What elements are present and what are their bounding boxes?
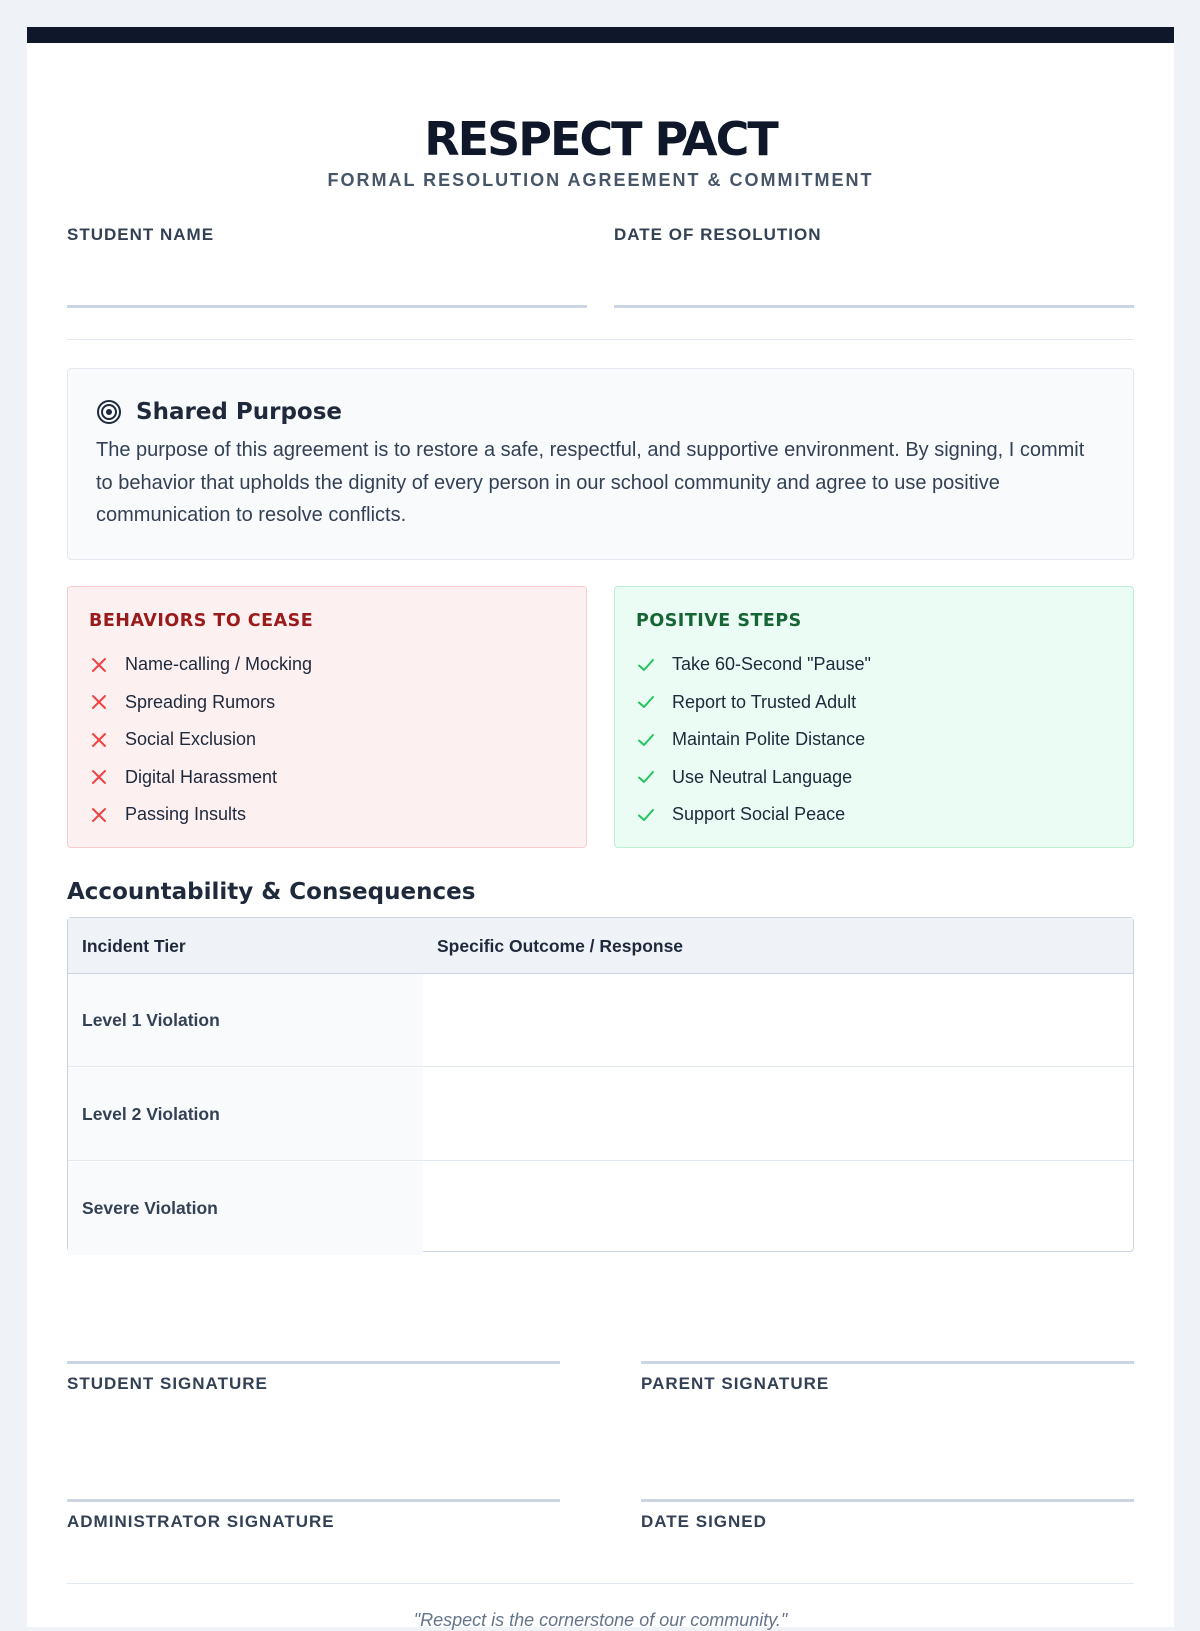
column-header-outcome: Specific Outcome / Response: [437, 936, 684, 956]
check-icon: [636, 767, 656, 787]
tier-cell: [68, 1162, 423, 1255]
administrator-signature-line[interactable]: [67, 1499, 560, 1502]
parent-signature-block[interactable]: [641, 1361, 1134, 1394]
student-signature-label: STUDENT SIGNATURE: [67, 1374, 268, 1393]
date-signed-label: DATE SIGNED: [641, 1512, 767, 1531]
list-item: [89, 684, 312, 722]
tier-cell: [68, 974, 423, 1066]
tier-label: Severe Violation: [82, 1198, 218, 1218]
list-item: [636, 796, 871, 834]
student-signature-block[interactable]: [67, 1361, 560, 1394]
list-item: [636, 684, 871, 722]
list-item-label: Passing Insults: [125, 804, 247, 825]
behaviors-to-cease-card: [67, 586, 587, 848]
list-item: [89, 759, 312, 797]
accountability-title: Accountability & Consequences: [67, 879, 476, 905]
table-row: [68, 974, 1133, 1067]
list-item-label: Maintain Polite Distance: [672, 729, 866, 750]
x-icon: [89, 767, 109, 787]
list-item: [89, 646, 312, 684]
shared-purpose-card: [67, 368, 1134, 560]
shared-purpose-text: The purpose of this agreement is to restore a safe, respectful, and supportive environment. By signing, I commit to behavior that upholds the dignity of every person in our school community and agree to use positive communication to resolve conflicts.: [96, 439, 1085, 526]
x-icon: [89, 655, 109, 675]
administrator-signature-label: ADMINISTRATOR SIGNATURE: [67, 1512, 335, 1531]
list-item-label: Use Neutral Language: [672, 766, 853, 787]
page-subtitle: FORMAL RESOLUTION AGREEMENT & COMMITMENT: [327, 170, 874, 190]
tier-label: Level 1 Violation: [82, 1010, 220, 1030]
list-item: [636, 721, 871, 759]
list-item: [636, 646, 871, 684]
list-item-label: Support Social Peace: [672, 804, 846, 825]
list-item: [89, 796, 312, 834]
check-icon: [636, 730, 656, 750]
date-of-resolution-field[interactable]: [614, 225, 1134, 245]
behaviors-to-cease-list: [89, 646, 312, 834]
positive-steps-list: [636, 646, 871, 834]
list-item-label: Spreading Rumors: [125, 691, 276, 712]
footer-divider: [67, 1583, 1134, 1584]
header-divider: [67, 339, 1134, 340]
list-item-label: Digital Harassment: [125, 766, 278, 787]
student-name-label: STUDENT NAME: [67, 225, 215, 244]
positive-steps-card: [614, 586, 1134, 848]
date-of-resolution-label: DATE OF RESOLUTION: [614, 225, 822, 244]
behaviors-to-cease-title: BEHAVIORS TO CEASE: [89, 611, 314, 631]
date-of-resolution-line[interactable]: [614, 305, 1134, 308]
tier-cell: [68, 1068, 423, 1160]
administrator-signature-block[interactable]: [67, 1499, 560, 1532]
student-name-field[interactable]: [67, 225, 587, 245]
list-item: [89, 721, 312, 759]
tier-label: Level 2 Violation: [82, 1104, 220, 1124]
page-title: RESPECT PACT: [424, 112, 777, 166]
date-signed-line[interactable]: [641, 1499, 1134, 1502]
x-icon: [89, 805, 109, 825]
check-icon: [636, 655, 656, 675]
positive-steps-title: POSITIVE STEPS: [636, 611, 802, 631]
list-item-label: Report to Trusted Adult: [672, 691, 857, 712]
check-icon: [636, 692, 656, 712]
x-icon: [89, 692, 109, 712]
table-row: [68, 1162, 1133, 1255]
parent-signature-label: PARENT SIGNATURE: [641, 1374, 830, 1393]
date-signed-block[interactable]: [641, 1499, 1134, 1532]
check-icon: [636, 805, 656, 825]
student-name-line[interactable]: [67, 305, 587, 308]
target-icon: [96, 399, 122, 425]
consequences-table: [67, 917, 1134, 1252]
list-item-label: Name-calling / Mocking: [125, 654, 313, 675]
shared-purpose-title: Shared Purpose: [136, 399, 343, 425]
document-page: [27, 27, 1174, 1630]
table-header: [68, 918, 1133, 974]
shared-purpose-header: [96, 399, 342, 425]
list-item-label: Social Exclusion: [125, 729, 257, 750]
x-icon: [89, 730, 109, 750]
column-header-incident-tier: Incident Tier: [82, 936, 186, 956]
parent-signature-line[interactable]: [641, 1361, 1134, 1364]
student-signature-line[interactable]: [67, 1361, 560, 1364]
list-item-label: Take 60-Second "Pause": [672, 654, 871, 675]
top-accent-bar: [27, 27, 1174, 43]
footer-quote: "Respect is the cornerstone of our community.": [413, 1610, 788, 1630]
table-row: [68, 1068, 1133, 1161]
list-item: [636, 759, 871, 797]
